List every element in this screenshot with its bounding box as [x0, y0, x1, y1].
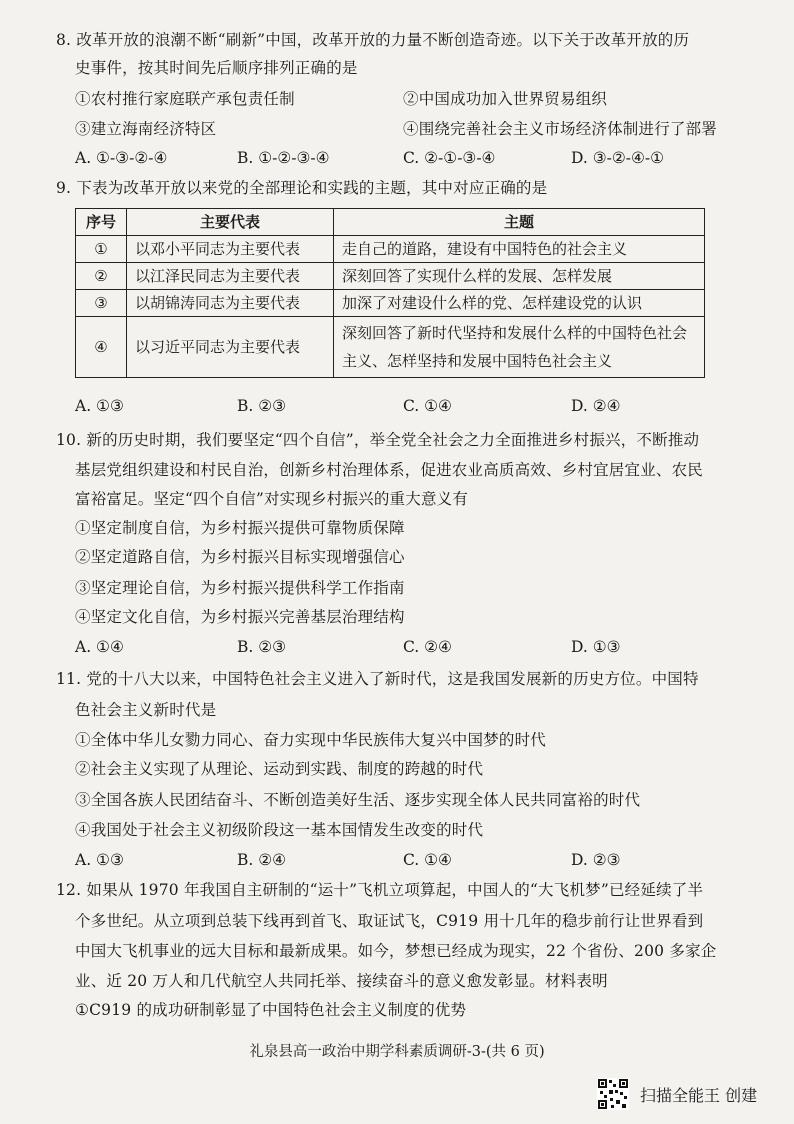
q10-option-a[interactable]: A. ①④	[75, 638, 124, 656]
q11-stem-line2: 色社会主义新时代是	[75, 701, 217, 719]
q11-item-4: ④我国处于社会主义初级阶段这一基本国情发生改变的时代	[75, 821, 484, 839]
table-row	[76, 290, 705, 317]
q12-item-1: ①C919 的成功研制彰显了中国特色社会主义制度的优势	[75, 1001, 467, 1019]
table-header-row	[76, 209, 705, 236]
q9-option-c[interactable]: C. ①④	[403, 397, 452, 415]
q11-option-b[interactable]: B. ②④	[237, 851, 287, 869]
q8-option-d[interactable]: D. ③-②-④-①	[571, 149, 665, 167]
qr-code-icon	[597, 1078, 629, 1110]
q10-stem-line1: 10. 新的历史时期，我们要坚定“四个自信”，举全党全社会之力全面推进乡村振兴，不断推动	[56, 431, 700, 449]
q11-option-c[interactable]: C. ①④	[403, 851, 452, 869]
q8-option-b[interactable]: B. ①-②-③-④	[237, 149, 330, 167]
header-theme: 主题	[334, 209, 705, 236]
q10-stem-line3: 富裕富足。坚定“四个自信”对实现乡村振兴的重大意义有	[75, 490, 469, 508]
row-number: ③	[76, 290, 127, 317]
q12-stem-line3: 中国大飞机事业的远大目标和最新成果。如今，梦想已经成为现实，22 个省份、200 多家企	[75, 942, 717, 960]
q8-item-2: ②中国成功加入世界贸易组织	[403, 90, 608, 108]
q8-stem-line1: 8. 改革开放的浪潮不断“刷新”中国，改革开放的力量不断创造奇迹。以下关于改革开放的历	[56, 31, 690, 49]
q9-table	[75, 208, 705, 378]
q11-item-1: ①全体中华儿女勠力同心、奋力实现中华民族伟大复兴中国梦的时代	[75, 731, 547, 749]
table-row	[76, 317, 705, 378]
row-representative: 以习近平同志为主要代表	[127, 317, 334, 378]
table-row	[76, 263, 705, 290]
q12-stem-line1: 12. 如果从 1970 年我国自主研制的“运十”飞机立项算起，中国人的“大飞机梦”已经延续了半	[56, 881, 704, 899]
q10-option-b[interactable]: B. ②③	[237, 638, 287, 656]
row-theme: 走自己的道路，建设有中国特色的社会主义	[334, 236, 705, 263]
q8-option-a[interactable]: A. ①-③-②-④	[75, 149, 168, 167]
row-representative: 以邓小平同志为主要代表	[127, 236, 334, 263]
q8-item-3: ③建立海南经济特区	[75, 120, 217, 138]
q11-stem-line1: 11. 党的十八大以来，中国特色社会主义进入了新时代，这是我国发展新的历史方位。中国特	[56, 670, 699, 688]
q11-item-2: ②社会主义实现了从理论、运动到实践、制度的跨越的时代	[75, 760, 484, 778]
q12-stem-line4: 业、近 20 万人和几代航空人共同托举、接续奋斗的意义愈发彰显。材料表明	[75, 972, 608, 990]
row-theme: 深刻回答了新时代坚持和发展什么样的中国特色社会主义、怎样坚持和发展中国特色社会主义	[334, 317, 705, 378]
row-representative: 以胡锦涛同志为主要代表	[127, 290, 334, 317]
scanner-watermark: 扫描全能王 创建	[640, 1086, 758, 1105]
q10-item-1: ①坚定制度自信，为乡村振兴提供可靠物质保障	[75, 519, 405, 537]
row-representative: 以江泽民同志为主要代表	[127, 263, 334, 290]
q8-stem-line2: 史事件，按其时间先后顺序排列正确的是	[75, 59, 358, 77]
q12-stem-line2: 个多世纪。从立项到总装下线再到首飞、取证试飞，C919 用十几年的稳步前行让世界看到	[75, 912, 704, 930]
q10-item-2: ②坚定道路自信，为乡村振兴目标实现增强信心	[75, 548, 405, 566]
q10-item-4: ④坚定文化自信，为乡村振兴完善基层治理结构	[75, 608, 405, 626]
q9-option-b[interactable]: B. ②③	[237, 397, 287, 415]
q9-stem: 9. 下表为改革开放以来党的全部理论和实践的主题，其中对应正确的是	[56, 179, 548, 197]
table-row	[76, 236, 705, 263]
row-number: ②	[76, 263, 127, 290]
q8-item-1: ①农村推行家庭联产承包责任制	[75, 90, 295, 108]
header-representative: 主要代表	[127, 209, 334, 236]
q10-option-d[interactable]: D. ①③	[571, 638, 621, 656]
q10-item-3: ③坚定理论自信，为乡村振兴提供科学工作指南	[75, 579, 405, 597]
row-number: ①	[76, 236, 127, 263]
q11-item-3: ③全国各族人民团结奋斗、不断创造美好生活、逐步实现全体人民共同富裕的时代	[75, 791, 641, 809]
q10-option-c[interactable]: C. ②④	[403, 638, 452, 656]
row-number: ④	[76, 317, 127, 378]
q8-option-c[interactable]: C. ②-①-③-④	[403, 149, 496, 167]
row-theme: 深刻回答了实现什么样的发展、怎样发展	[334, 263, 705, 290]
q8-item-4: ④围绕完善社会主义市场经济体制进行了部署	[403, 120, 718, 138]
header-number: 序号	[76, 209, 127, 236]
row-theme: 加深了对建设什么样的党、怎样建设党的认识	[334, 290, 705, 317]
q11-option-a[interactable]: A. ①③	[75, 851, 124, 869]
q9-option-d[interactable]: D. ②④	[571, 397, 621, 415]
q10-stem-line2: 基层党组织建设和村民自治，创新乡村治理体系，促进农业高质高效、乡村宜居宜业、农民	[75, 461, 704, 479]
q11-option-d[interactable]: D. ②③	[571, 851, 621, 869]
q9-option-a[interactable]: A. ①③	[75, 397, 124, 415]
page-footer: 礼泉县高一政治中期学科素质调研-3-(共 6 页)	[249, 1044, 545, 1060]
